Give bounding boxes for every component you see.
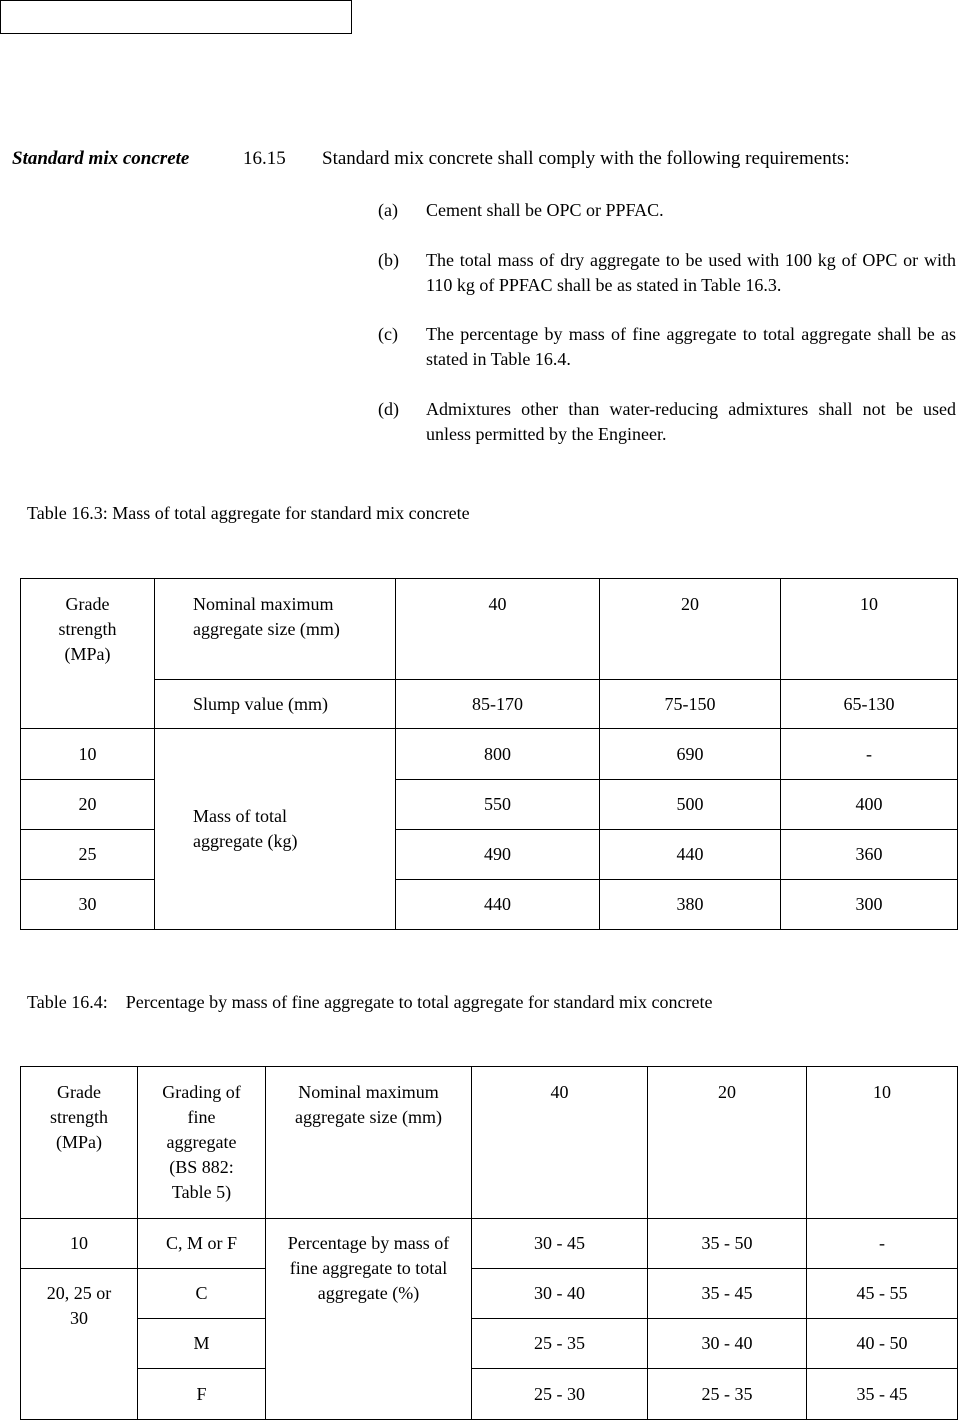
item-text: Cement shall be OPC or PPFAC. — [426, 200, 664, 220]
grading-cell: C — [138, 1269, 266, 1319]
mass-label: Mass of total aggregate (kg) — [155, 729, 396, 930]
grade-cell: 10 — [21, 729, 155, 780]
value-cell: 490 — [396, 830, 600, 880]
table-16-3 — [20, 578, 958, 930]
size-10: 10 — [807, 1067, 958, 1219]
slump-value: 65-130 — [781, 680, 958, 729]
table-header-row — [21, 1067, 958, 1219]
value-cell: 35 - 50 — [648, 1219, 807, 1269]
grading-header: Grading of fine aggregate (BS 882: Table 5) — [138, 1067, 266, 1219]
value-cell: - — [781, 729, 958, 780]
value-cell: 550 — [396, 780, 600, 830]
table-row — [21, 1319, 958, 1369]
value-cell: 45 - 55 — [807, 1269, 958, 1319]
value-cell: 30 - 40 — [648, 1319, 807, 1369]
size-40: 40 — [472, 1067, 648, 1219]
value-cell: 440 — [600, 830, 781, 880]
slump-value: 85-170 — [396, 680, 600, 729]
size-header: Nominal maximum aggregate size (mm) — [266, 1067, 472, 1219]
value-cell: 25 - 30 — [472, 1369, 648, 1420]
item-label: (a) — [378, 200, 398, 220]
clause-item — [378, 248, 956, 298]
item-text: The percentage by mass of fine aggregate to total aggregate shall be as stated in Table 16.4. — [426, 324, 956, 369]
grade-header: Grade strength (MPa) — [21, 579, 155, 729]
table-16-4-caption: Table 16.4: Percentage by mass of fine aggregate to total aggregate for standard mix concrete — [27, 992, 713, 1012]
grade-header: Grade strength (MPa) — [21, 1067, 138, 1219]
item-text: The total mass of dry aggregate to be used with 100 kg of OPC or with 110 kg of PPFAC shall be as stated in Table 16.3. — [426, 250, 956, 295]
item-label: (b) — [378, 250, 399, 270]
grading-cell: C, M or F — [138, 1219, 266, 1269]
size-20: 20 — [600, 579, 781, 680]
clause-item — [378, 322, 956, 372]
value-cell: 500 — [600, 780, 781, 830]
table-16-3-caption: Table 16.3: Mass of total aggregate for standard mix concrete — [27, 503, 470, 523]
value-cell: 25 - 35 — [472, 1319, 648, 1369]
value-cell: 800 — [396, 729, 600, 780]
value-cell: - — [807, 1219, 958, 1269]
header-box — [0, 0, 352, 34]
value-cell: 440 — [396, 880, 600, 930]
grade-cell: 10 — [21, 1219, 138, 1269]
clause-number: 16.15 — [243, 148, 286, 169]
clause-title: Standard mix concrete — [12, 148, 190, 169]
item-text: Admixtures other than water-reducing admixtures shall not be used unless permitted by the Engineer. — [426, 399, 956, 444]
grading-cell: F — [138, 1369, 266, 1420]
item-label: (d) — [378, 399, 399, 419]
grade-cell: 20, 25 or 30 — [21, 1269, 138, 1420]
table-row — [21, 1219, 958, 1269]
value-cell: 360 — [781, 830, 958, 880]
grade-cell: 30 — [21, 880, 155, 930]
grading-cell: M — [138, 1319, 266, 1369]
percentage-label: Percentage by mass of fine aggregate to total aggregate (%) — [266, 1219, 472, 1420]
value-cell: 25 - 35 — [648, 1369, 807, 1420]
clause-intro: Standard mix concrete shall comply with the following requirements: — [322, 148, 850, 169]
slump-value: 75-150 — [600, 680, 781, 729]
clause-item — [378, 198, 956, 223]
value-cell: 35 - 45 — [648, 1269, 807, 1319]
value-cell: 30 - 45 — [472, 1219, 648, 1269]
value-cell: 380 — [600, 880, 781, 930]
grade-cell: 25 — [21, 830, 155, 880]
size-20: 20 — [648, 1067, 807, 1219]
table-header-row — [21, 579, 958, 680]
size-10: 10 — [781, 579, 958, 680]
value-cell: 690 — [600, 729, 781, 780]
value-cell: 400 — [781, 780, 958, 830]
value-cell: 300 — [781, 880, 958, 930]
value-cell: 30 - 40 — [472, 1269, 648, 1319]
table-16-4 — [20, 1066, 958, 1420]
item-label: (c) — [378, 324, 398, 344]
size-header: Nominal maximum aggregate size (mm) — [155, 579, 396, 680]
clause-item — [378, 397, 956, 447]
table-row — [21, 1269, 958, 1319]
grade-cell: 20 — [21, 780, 155, 830]
value-cell: 40 - 50 — [807, 1319, 958, 1369]
table-row — [21, 729, 958, 780]
size-40: 40 — [396, 579, 600, 680]
value-cell: 35 - 45 — [807, 1369, 958, 1420]
slump-header: Slump value (mm) — [155, 680, 396, 729]
table-row — [21, 1369, 958, 1420]
slump-row — [21, 680, 958, 729]
